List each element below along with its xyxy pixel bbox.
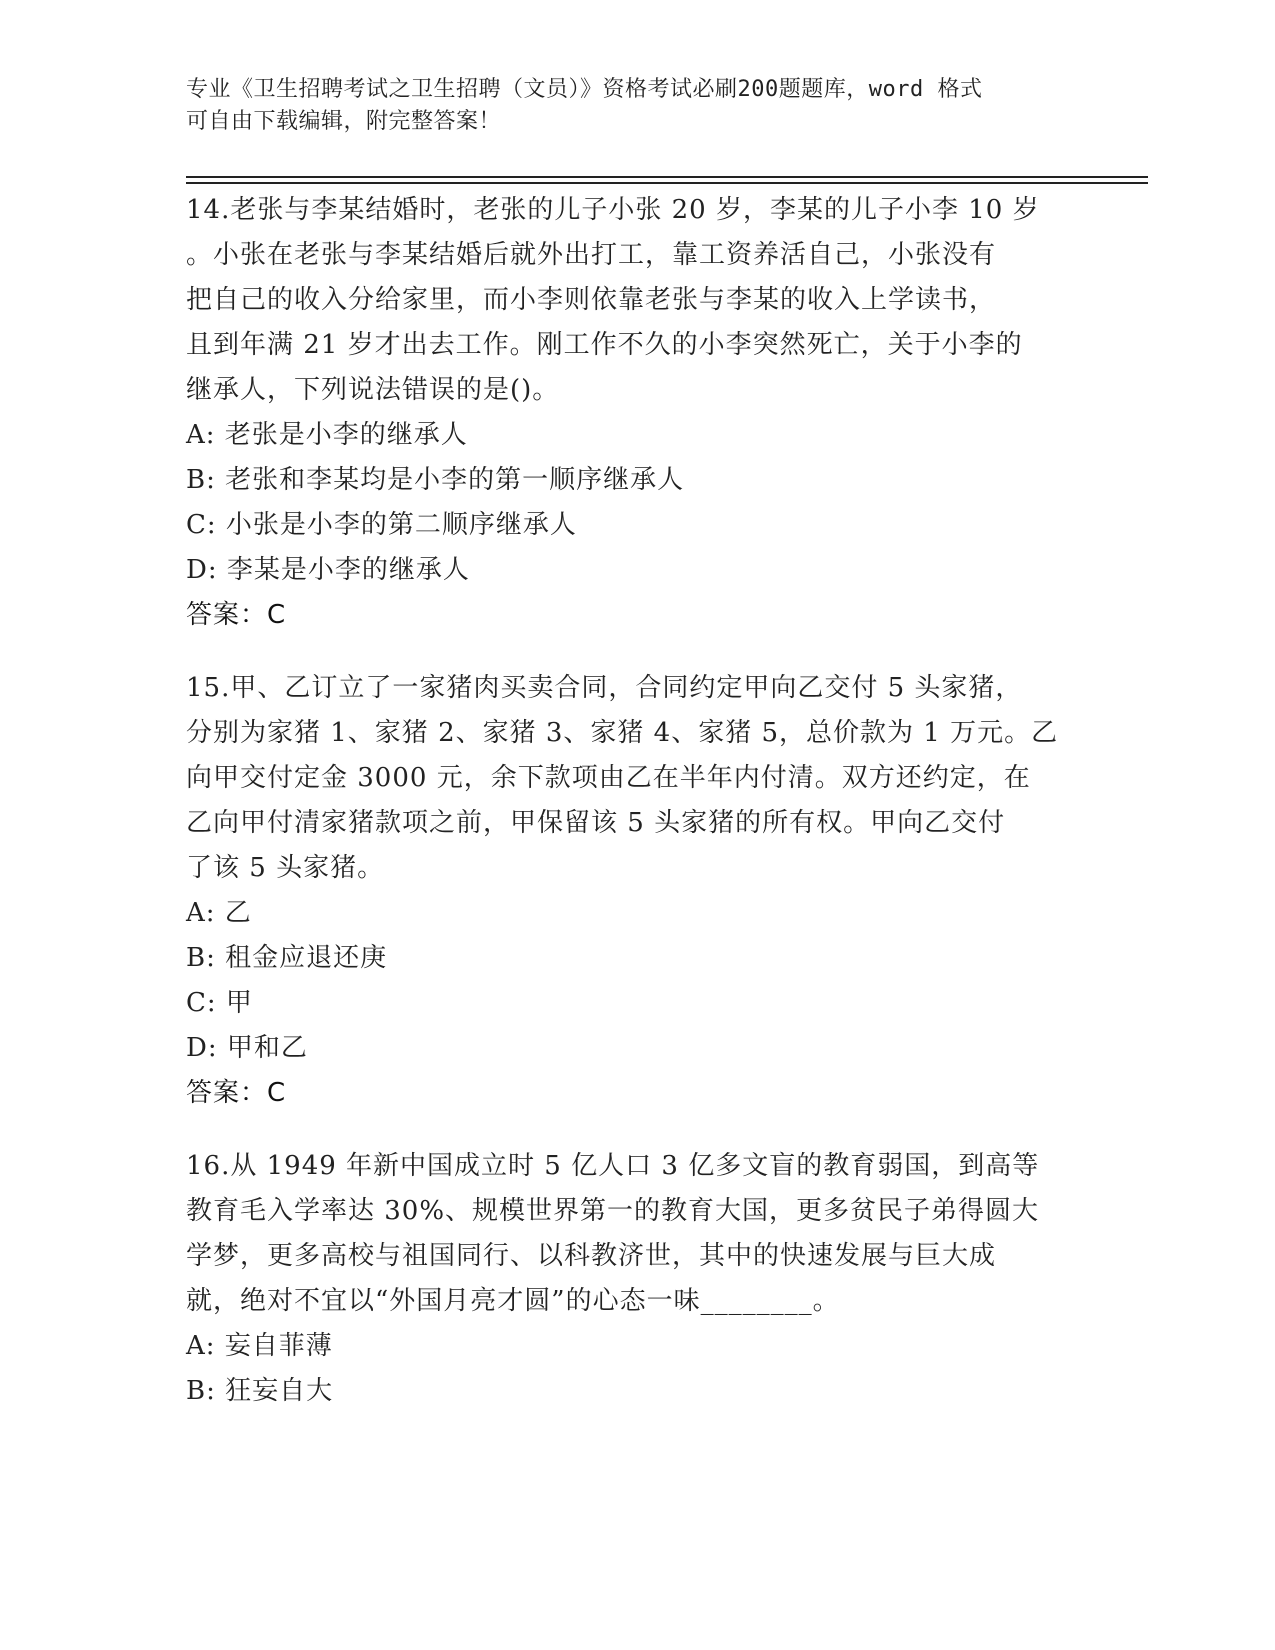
question-text-line: 就，绝对不宜以“外国月亮才圆”的心态一味________。 <box>186 1286 840 1316</box>
question-text-line: 且到年满 21 岁才出去工作。刚工作不久的小李突然死亡，关于小李的 <box>186 330 1023 360</box>
question-text-line: 乙向甲付清家猪款项之前，甲保留该 5 头家猪的所有权。甲向乙交付 <box>186 808 1006 838</box>
question-text-line: 15.甲、乙订立了一家猪肉买卖合同，合同约定甲向乙交付 5 头家猪， <box>186 673 1023 703</box>
option-c: C: 小张是小李的第二顺序继承人 <box>186 510 577 540</box>
answer-label: 答案：C <box>186 600 287 630</box>
option-b: B: 狂妄自大 <box>186 1376 334 1406</box>
option-b: B: 老张和李某均是小李的第一顺序继承人 <box>186 465 685 495</box>
question-text-line: 把自己的收入分给家里，而小李则依靠老张与李某的收入上学读书， <box>186 285 997 315</box>
header-divider-top <box>186 176 1148 178</box>
question-text-line: 教育毛入学率达 30%、规模世界第一的教育大国，更多贫民子弟得圆大 <box>186 1196 1040 1226</box>
option-c: C: 甲 <box>186 988 253 1018</box>
question-text-line: 。小张在老张与李某结婚后就外出打工，靠工资养活自己，小张没有 <box>186 240 997 270</box>
page-header <box>186 74 1086 138</box>
question-text-line: 14.老张与李某结婚时，老张的儿子小张 20 岁，李某的儿子小李 10 岁 <box>186 195 1040 225</box>
header-title-line-2: 可自由下载编辑，附完整答案！ <box>186 109 502 134</box>
question-15 <box>186 666 1086 1116</box>
option-d: D: 甲和乙 <box>186 1033 308 1063</box>
answer-label: 答案：C <box>186 1078 287 1108</box>
question-16 <box>186 1144 1086 1414</box>
question-text-line: 向甲交付定金 3000 元，余下款项由乙在半年内付清。双方还约定，在 <box>186 763 1031 793</box>
option-d: D: 李某是小李的继承人 <box>186 555 470 585</box>
question-text-line: 学梦，更多高校与祖国同行、以科教济世，其中的快速发展与巨大成 <box>186 1241 997 1271</box>
option-a: A: 老张是小李的继承人 <box>186 420 468 450</box>
header-title-line-1: 专业《卫生招聘考试之卫生招聘（文员）》资格考试必刷200题题库，word 格式 <box>186 77 983 102</box>
question-text-line: 16.从 1949 年新中国成立时 5 亿人口 3 亿多文盲的教育弱国，到高等 <box>186 1151 1040 1181</box>
question-14 <box>186 188 1086 638</box>
option-a: A: 乙 <box>186 898 252 928</box>
header-divider-bottom <box>186 182 1148 184</box>
question-text-line: 分别为家猪 1、家猪 2、家猪 3、家猪 4、家猪 5，总价款为 1 万元。乙 <box>186 718 1059 748</box>
option-b: B: 租金应退还庚 <box>186 943 388 973</box>
option-a: A: 妄自菲薄 <box>186 1331 333 1361</box>
question-text-line: 继承人，下列说法错误的是()。 <box>186 375 560 405</box>
question-text-line: 了该 5 头家猪。 <box>186 853 385 883</box>
